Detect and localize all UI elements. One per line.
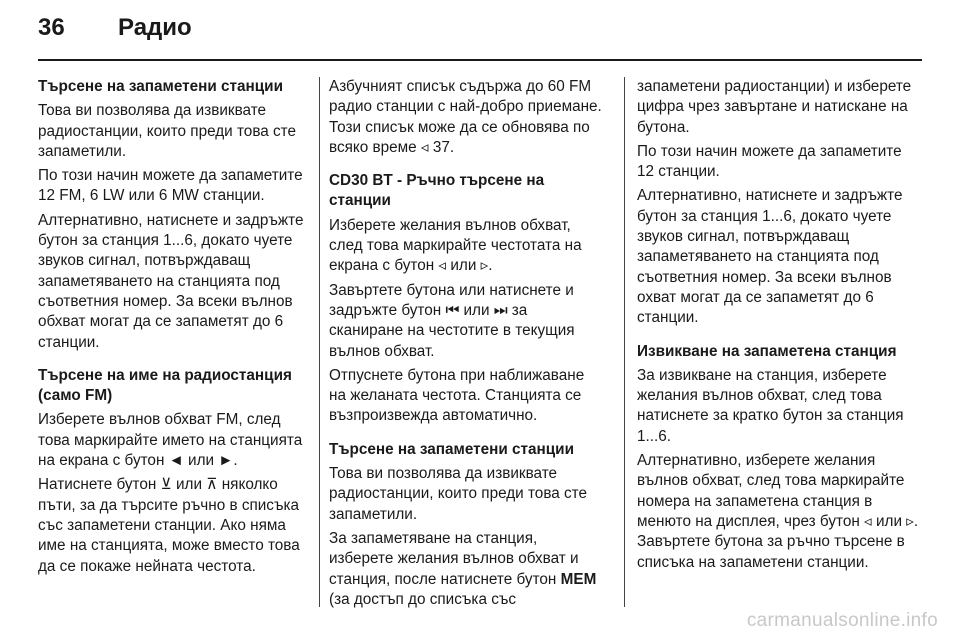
column-3 [637, 77, 921, 584]
section-heading: CD30 BT - Ръчно търсене на станции [329, 172, 545, 210]
section-heading: Търсене на запаметени станции [329, 440, 574, 458]
paragraph: запаметени радиостанции) и изберете цифра чрез завъртане и натискане на бутона. [637, 78, 912, 136]
paragraph: Азбучният списък съдържа до 60 FM радио станции с най-добро приемане. Този списък може да се обновява по всяко време ◃ 37. [329, 78, 602, 156]
section-store-continued [637, 77, 921, 329]
paragraph: По този начин можете да запаметите 12 FM, 6 LW или 6 MW станции. [38, 167, 303, 205]
header-rule [38, 59, 922, 61]
column-2 [329, 77, 603, 621]
paragraph: По този начин можете да запаметите 12 станции. [637, 142, 902, 181]
section-heading: Търсене на запаметени станции [38, 78, 283, 95]
paragraph: Това ви позволява да извиквате радиостанции, които преди това сте запаметили. [329, 465, 588, 523]
page-title: Радио [118, 14, 192, 41]
paragraph: Това ви позволява да извиквате радиостанции, които преди това сте запаметили. [38, 102, 297, 160]
paragraph: Изберете желания вълнов обхват, след това маркирайте честотата на екрана с бутон ◃ или ▹. [329, 216, 582, 275]
section-search-stored-2 [329, 440, 603, 610]
section-search-station-name [38, 366, 308, 577]
paragraph: Алтернативно, изберете желания вълнов обхват, след това маркирайте номера на запаметена станция в менюто на дисплея, чрез бутон ◃ или ▹. Завъртете бутона за ръчно търсене в списъка на запаметени станции. [637, 452, 919, 571]
section-search-stored [38, 77, 308, 353]
section-heading: Извикване на запаметена станция [637, 342, 897, 360]
column-divider-2 [624, 77, 625, 607]
paragraph: Алтернативно, натиснете и задръжте бутон за станция 1...6, докато чуете звуков сигнал, потвърждаващ запаметяването на станцията под съответния номер. За всеки вълнов обхват могат да се запаметят до 6 станции. [38, 211, 304, 351]
paragraph: Изберете вълнов обхват FM, след това маркирайте името на станцията на екрана с бутон ◄ или ►. [38, 411, 303, 470]
mem-button-label: MEM [560, 570, 597, 588]
page-header [38, 14, 192, 50]
section-manual-search [329, 171, 603, 427]
paragraph: Алтернативно, натиснете и задръжте бутон за станция 1...6, докато чуете звуков сигнал, потвърждаващ запаметяването на станцията под съответния номер. За всеки вълнов охват могат да се запаметят до 6 станции. [637, 187, 903, 327]
text-run: За запаметяване на станция, изберете желания вълнов обхват и станция, после натиснете бутон [329, 529, 579, 588]
paragraph: Натиснете бутон ⊻ или ⊼ няколко пъти, за да търсите ръчно в списъка със запаметени станции. Ако няма име на станцията, може вместо това да се покаже нейната честота. [38, 476, 300, 575]
section-alpha-list [329, 77, 603, 158]
page-number: 36 [38, 14, 65, 41]
watermark: carmanualsonline.info [746, 610, 938, 631]
paragraph [329, 529, 603, 610]
section-heading: Търсене на име на радиостанция (само FM) [38, 366, 292, 405]
paragraph: Отпуснете бутона при наближаване на желаната честота. Станцията се възпроизвежда автоматично. [329, 366, 585, 425]
section-recall-stored [637, 342, 921, 573]
paragraph: За извикване на станция, изберете желания вълнов обхват, след това натиснете за кратко бутон за станция 1...6. [637, 366, 904, 445]
column-1 [38, 77, 308, 588]
column-divider-1 [319, 77, 320, 607]
paragraph: Завъртете бутона или натиснете и задръжте бутон ⏮ или ⏭ за сканиране на честотите в текущия вълнов обхват. [329, 281, 575, 360]
text-run: (за достъп до списъка със [329, 590, 517, 608]
